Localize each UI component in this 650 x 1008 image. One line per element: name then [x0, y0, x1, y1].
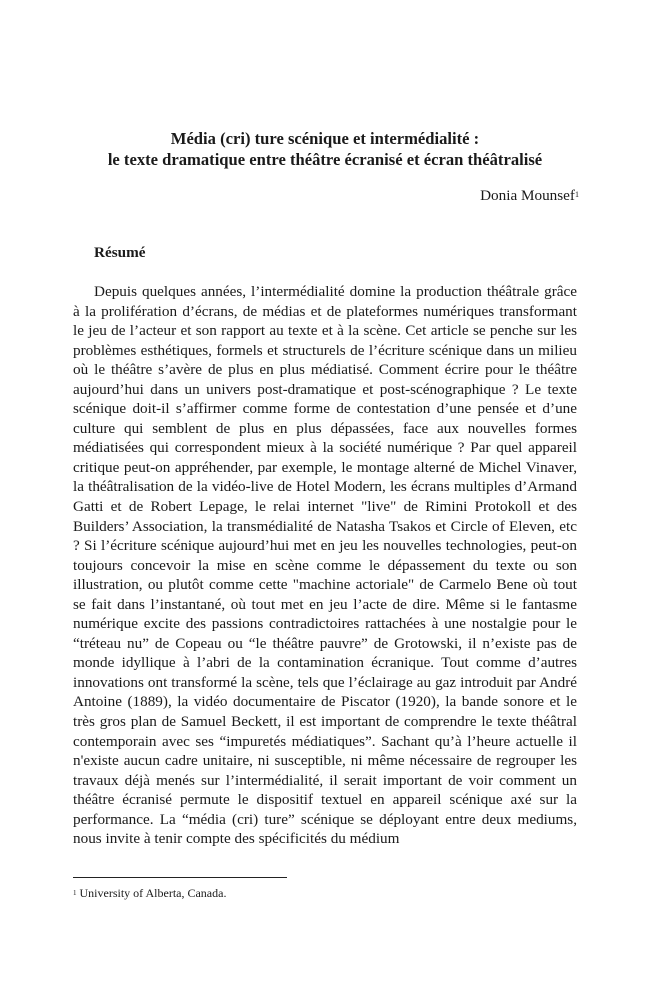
footnote-divider	[73, 877, 287, 878]
article-title	[60, 128, 590, 170]
author-footnote-marker[interactable]: 1	[575, 190, 579, 199]
title-line-2: le texte dramatique entre théâtre écranisé et écran théâtralisé	[107, 150, 543, 169]
author-text: Donia Mounsef	[480, 187, 575, 204]
footnote-text: University of Alberta, Canada.	[79, 886, 227, 900]
author-name	[480, 186, 579, 205]
abstract-heading: Résumé	[94, 244, 146, 261]
abstract-paragraph: Depuis quelques années, l’intermédialité domine la production théâtrale grâce à la prolifération d’écrans, de médias et de plateformes numériques transformant le jeu de l’acteur et son rapport au texte et à la scène. Cet article se penche sur les problèmes esthétiques, formels et structurels de l’écriture scénique dans un milieu où le théâtre s’avère de plus en plus médiatisé. Comment écrire pour le théâtre aujourd’hui dans un univers post-dramatique et post-scénographique ? Le texte scénique doit-il s’affirmer comme forme de contestation d’une pensée et d’une culture qui semblent de plus en plus dépassées, face aux nouvelles formes médiatisées qui correspondent mieux à la société numérique ? Par quel appareil critique peut-on appréhender, par exemple, le montage alterné de Michel Vinaver, la théâtralisation de la vidéo-live de Hotel Modern, les écrans multiples d’Armand Gatti et de Robert Lepage, le relai internet "live" de Rimini Protokoll et des Builders’ Association, la transmédialité de Natasha Tsakos et Circle of Eleven, etc ? Si l’écriture scénique aujourd’hui met en jeu les nouvelles technologies, peut-on toujours concevoir la mise en scène comme le dépassement du texte ou son illustration, ou plutôt comme cette "machine actoriale" de Carmelo Bene où tout se fait dans l’instantané, où tout met en jeu l’acte de dire. Même si le fantasme numérique excite des passions contradictoires rattachées à une nostalgie pour le “tréteau nu” de Copeau ou “le théâtre pauvre” de Grotowski, il n’existe pas de monde idyllique à l’abri de la contamination écranique. Tout comme d’autres innovations ont transformé la scène, tels que l’éclairage au gaz introduit par André Antoine (1889), la vidéo documentaire de Piscator (1920), la bande sonore et le très gros plan de Samuel Beckett, il est important de comprendre le texte théâtral contemporain avec ses “impuretés médiatiques”. Sachant qu’à l’heure actuelle il n'existe aucun cadre unitaire, ni susceptible, ni même nécessaire de regrouper les travaux déjà menés sur l’intermédialité, il serait important de voir comment un théâtre écranisé permute le dispositif textuel en appareil scénique axé sur la performance. La “média (cri) ture” scénique se déployant entre deux mediums, nous invite à tenir compte des spécificités du médium	[73, 283, 577, 848]
title-line-1: Média (cri) ture scénique et intermédialité :	[170, 129, 480, 148]
footnote-marker: 1	[73, 889, 77, 897]
footnote	[73, 886, 226, 901]
